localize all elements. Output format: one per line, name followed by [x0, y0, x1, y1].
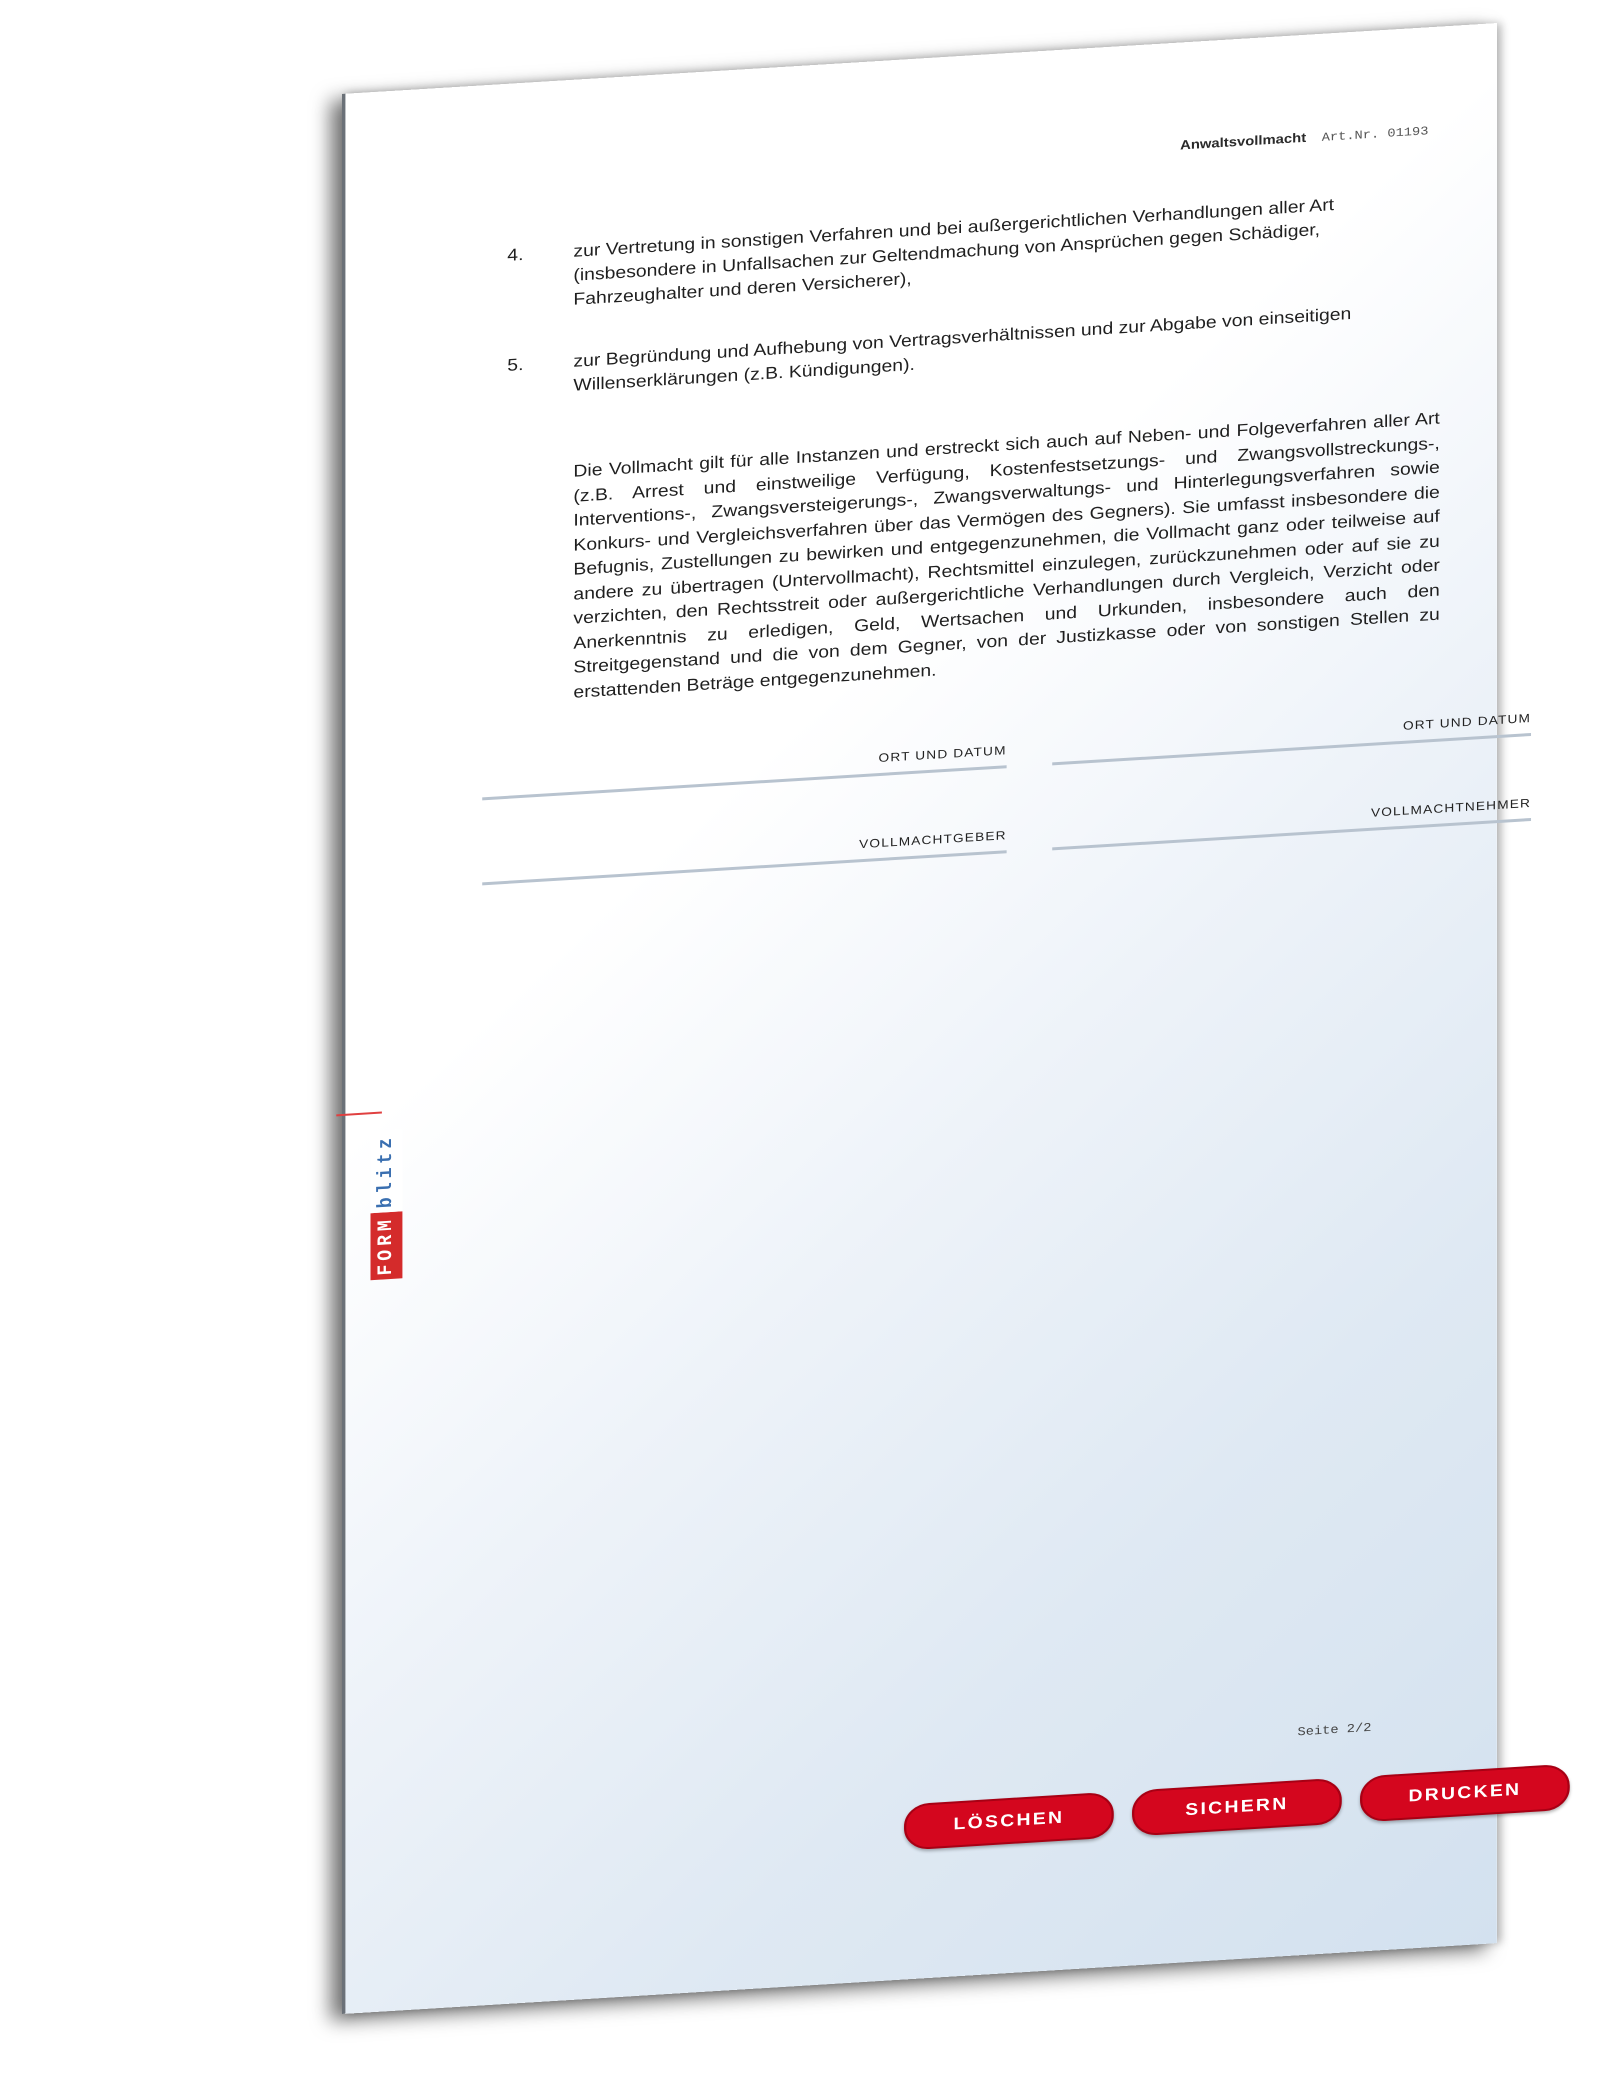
delete-button[interactable]: LÖSCHEN	[904, 1792, 1114, 1851]
document-title: Anwaltsvollmacht	[1180, 129, 1307, 153]
signature-date-label-right: ORT UND DATUM	[1402, 710, 1532, 733]
list-item-text: zur Begründung und Aufhebung von Vertragsverhältnissen und zur Abgabe von einseitigen Willenserklärungen (z.B. Kündigungen).	[573, 304, 1352, 395]
list-item-4	[507, 187, 1439, 312]
scope-paragraph: Die Vollmacht gilt für alle Instanzen und erstreckt sich auch auf Neben- und Folgeverfahren aller Art (z.B. Arrest und einstweilige Verfügung, Kostenfestsetzungs- und Zwangsvollstreckungs-, Interventions-, Zwangsversteigerungs-, Zwangsverwaltungs- und Hinterlegungsverfahren sowie Konkurs- und Vergleichsverfahren über das Vermögen des Gegners). Sie umfasst insbesondere die Befugnis, Zustellungen zu bewirken und entgegenzunehmen, die Vollmacht ganz oder teilweise auf andere zu übertragen (Untervollmacht), Rechtsmittel einzulegen, zurückzunehmen oder auf sie zu verzichten, den Rechtsstreit oder außergerichtliche Verhandlungen durch Vergleich, Verzicht oder Anerkenntnis zu erledigen, Geld, Wertsachen und Urkunden, insbesondere auch den Streitgegenstand und die von dem Gegner, von der Justizkasse oder von sonstigen Stellen zu erstattenden Beträge entgegenzunehmen.	[573, 408, 1440, 702]
logo-text	[371, 1110, 403, 1280]
logo-form: FORM	[371, 1211, 403, 1280]
logo-blitz: blitz	[371, 1129, 403, 1213]
document-header	[1180, 122, 1428, 153]
list-item-number: 5.	[507, 354, 524, 375]
document-page	[342, 23, 1532, 2014]
article-number: Art.Nr. 01193	[1321, 124, 1429, 145]
save-button[interactable]: SICHERN	[1132, 1778, 1342, 1837]
formblitz-logo	[371, 1110, 403, 1280]
list-item-text: zur Vertretung in sonstigen Verfahren und bei außergerichtlichen Verhandlungen aller Art (insbesondere in Unfallsachen zur Geltendmachung von Ansprüchen gegen Schädiger, Fahrzeughalter und deren Versicherer),	[573, 195, 1335, 309]
print-button[interactable]: DRUCKEN	[1360, 1764, 1570, 1823]
list-item-number: 4.	[507, 244, 524, 265]
page-number: Seite 2/2	[1297, 1720, 1372, 1740]
signature-party-label-left: VOLLMACHTGEBER	[859, 828, 1007, 852]
list-item-5	[507, 297, 1439, 398]
signature-date-label-left: ORT UND DATUM	[878, 743, 1007, 766]
signature-party-label-right: VOLLMACHTNEHMER	[1371, 795, 1532, 820]
